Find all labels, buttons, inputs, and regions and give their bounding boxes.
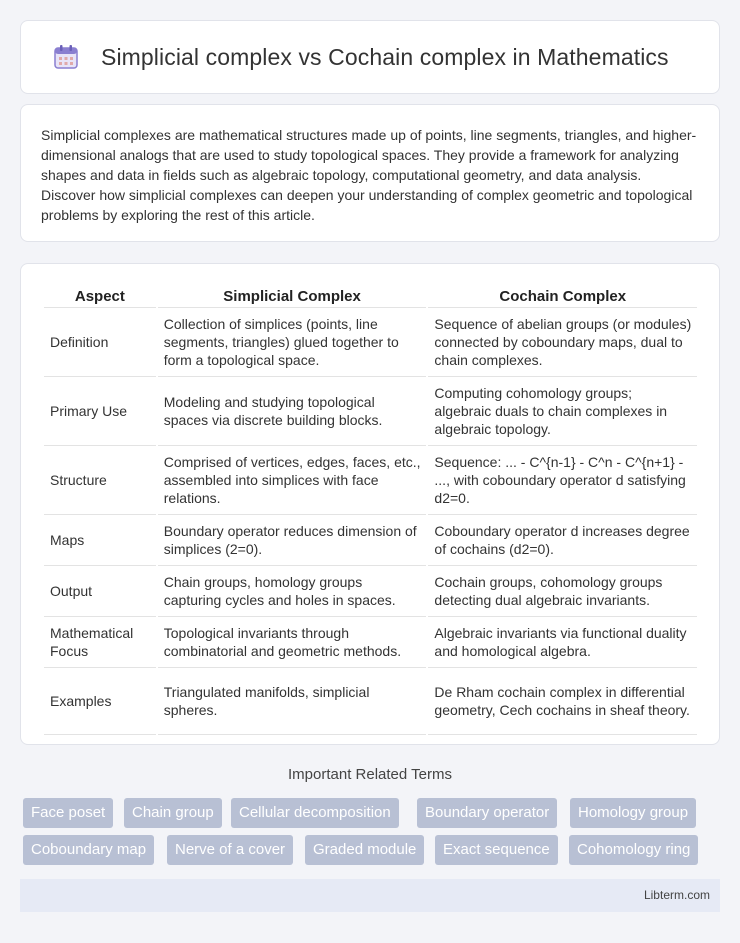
related-terms-section bbox=[0, 766, 740, 797]
header-aspect: Aspect bbox=[44, 284, 156, 308]
row-aspect: Mathematical Focus bbox=[44, 617, 156, 668]
footer-brand-link[interactable]: Libterm.com bbox=[643, 888, 710, 902]
row-cochain: De Rham cochain complex in differential geometry, Cech cochains in sheaf theory. bbox=[428, 668, 697, 735]
row-simplicial: Modeling and studying topological spaces via discrete building blocks. bbox=[158, 377, 427, 446]
related-terms-title: Important Related Terms bbox=[288, 766, 452, 783]
row-aspect: Examples bbox=[44, 668, 156, 735]
header-card bbox=[20, 20, 720, 94]
row-aspect: Structure bbox=[44, 446, 156, 515]
calendar-icon bbox=[53, 44, 79, 70]
footer bbox=[20, 879, 720, 912]
header-simplicial: Simplicial Complex bbox=[158, 284, 427, 308]
table-row bbox=[44, 668, 697, 735]
row-simplicial: Collection of simplices (points, line segments, triangles) glued together to form a topological space. bbox=[158, 308, 427, 377]
comparison-card bbox=[20, 263, 720, 745]
intro-card bbox=[20, 104, 720, 242]
intro-text: Simplicial complexes are mathematical structures made up of points, line segments, triangles, and higher-dimensional analogs that are used to study topological spaces. They provide a framework for analyzing shapes and data in fields such as algebraic topology, computational geometry, and data analysis. Discover how simplicial complexes can deepen your understanding of complex geometric and topological problems by exploring the rest of this article. bbox=[41, 127, 697, 223]
row-cochain: Algebraic invariants via functional duality and homological algebra. bbox=[428, 617, 697, 668]
tag-cohomology-ring[interactable]: Cohomology ring bbox=[569, 835, 698, 865]
tag-cellular-decomposition[interactable]: Cellular decomposition bbox=[231, 798, 399, 828]
table-header-row bbox=[44, 284, 697, 308]
row-aspect: Definition bbox=[44, 308, 156, 377]
tag-coboundary-map[interactable]: Coboundary map bbox=[23, 835, 154, 865]
row-simplicial: Chain groups, homology groups capturing cycles and holes in spaces. bbox=[158, 566, 427, 617]
tag-exact-sequence[interactable]: Exact sequence bbox=[435, 835, 558, 865]
table-row bbox=[44, 308, 697, 377]
tag-nerve-of-a-cover[interactable]: Nerve of a cover bbox=[167, 835, 293, 865]
row-aspect: Maps bbox=[44, 515, 156, 566]
row-simplicial: Boundary operator reduces dimension of simplices (2=0). bbox=[158, 515, 427, 566]
row-cochain: Cochain groups, cohomology groups detecting dual algebraic invariants. bbox=[428, 566, 697, 617]
table-row bbox=[44, 566, 697, 617]
tag-graded-module[interactable]: Graded module bbox=[305, 835, 424, 865]
tag-face-poset[interactable]: Face poset bbox=[23, 798, 113, 828]
table-row bbox=[44, 446, 697, 515]
comparison-table bbox=[42, 284, 699, 735]
row-cochain: Computing cohomology groups; algebraic duals to chain complexes in algebraic topology. bbox=[428, 377, 697, 446]
row-cochain: Sequence: ... - C^{n-1} - C^n - C^{n+1} - ..., with coboundary operator d satisfying d2=0. bbox=[428, 446, 697, 515]
tag-boundary-operator[interactable]: Boundary operator bbox=[417, 798, 557, 828]
row-cochain: Coboundary operator d increases degree of cochains (d2=0). bbox=[428, 515, 697, 566]
row-cochain: Sequence of abelian groups (or modules) connected by coboundary maps, dual to chain complexes. bbox=[428, 308, 697, 377]
page-title: Simplicial complex vs Cochain complex in Mathematics bbox=[101, 43, 669, 70]
row-simplicial: Triangulated manifolds, simplicial spheres. bbox=[158, 668, 427, 735]
table-row bbox=[44, 515, 697, 566]
header-cochain: Cochain Complex bbox=[428, 284, 697, 308]
row-simplicial: Topological invariants through combinatorial and geometric methods. bbox=[158, 617, 427, 668]
row-aspect: Primary Use bbox=[44, 377, 156, 446]
row-aspect: Output bbox=[44, 566, 156, 617]
table-row bbox=[44, 377, 697, 446]
tag-homology-group[interactable]: Homology group bbox=[570, 798, 696, 828]
row-simplicial: Comprised of vertices, edges, faces, etc., assembled into simplices with face relations. bbox=[158, 446, 427, 515]
table-row bbox=[44, 617, 697, 668]
tag-chain-group[interactable]: Chain group bbox=[124, 798, 222, 828]
